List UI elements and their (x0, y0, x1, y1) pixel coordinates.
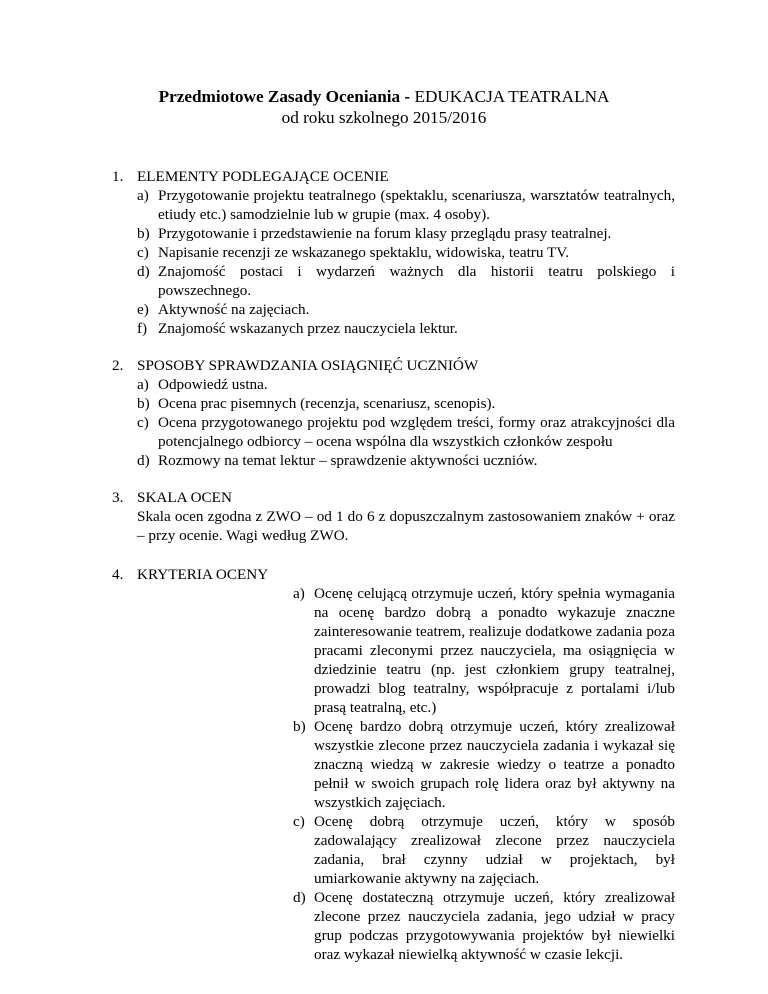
item-list (112, 584, 675, 964)
item-label: e) (137, 301, 149, 318)
page-subtitle: od roku szkolnego 2015/2016 (281, 108, 487, 127)
item-label: f) (137, 320, 148, 337)
item-text: Znajomość wskazanych przez nauczyciela lektur. (158, 320, 458, 337)
item-text: Odpowiedź ustna. (158, 376, 268, 393)
list-item (112, 300, 675, 319)
list-item (112, 319, 675, 338)
list-item (112, 888, 675, 964)
section-assessment-methods (112, 356, 675, 470)
item-label: a) (293, 585, 305, 602)
section-number: 3. (112, 489, 124, 506)
item-list (112, 375, 675, 470)
item-label: a) (137, 376, 149, 393)
item-label: a) (137, 187, 149, 204)
item-label: b) (137, 225, 150, 242)
item-text: Aktywność na zajęciach. (158, 301, 310, 318)
section-paragraph: Skala ocen zgodna z ZWO – od 1 do 6 z dopuszczalnym zastosowaniem znaków + oraz – przy ocenie. Wagi według ZWO. (137, 508, 675, 544)
item-label: b) (137, 395, 150, 412)
item-label: c) (137, 414, 149, 431)
item-label: b) (293, 718, 306, 735)
title-rest: EDUKACJA TEATRALNA (410, 87, 610, 106)
list-item (112, 717, 675, 812)
item-text: Ocena przygotowanego projektu pod względem treści, formy oraz atrakcyjności dla potencjalnego odbiorcy – ocena wspólna dla wszystkich członków zespołu (158, 414, 675, 450)
list-item (112, 413, 675, 451)
item-label: c) (137, 244, 149, 261)
item-text: Znajomość postaci i wydarzeń ważnych dla historii teatru polskiego i powszechnego. (158, 263, 675, 299)
item-text: Przygotowanie projektu teatralnego (spektaklu, scenariusza, warsztatów teatralnych, etiudy etc.) samodzielnie lub w grupie (max. 4 osoby). (158, 187, 675, 223)
item-text: Ocenę bardzo dobrą otrzymuje uczeń, który zrealizował wszystkie zlecone przez nauczyciela zadania i wykazał się znaczną wiedzą w zakresie wiedzy o teatrze a ponadto pełnił w swoich grupach rolę lidera oraz był aktywny na wszystkich zajęciach. (314, 718, 675, 811)
section-heading (112, 356, 675, 375)
item-label: d) (293, 889, 306, 906)
section-heading (112, 565, 675, 584)
section-heading-text: SPOSOBY SPRAWDZANIA OSIĄGNIĘĆ UCZNIÓW (137, 357, 479, 374)
section-heading (112, 488, 675, 507)
list-item (112, 262, 675, 300)
list-item (112, 375, 675, 394)
item-text: Ocenę celującą otrzymuje uczeń, który spełnia wymagania na ocenę bardzo dobrą a ponadto wykazuje znaczne zainteresowanie teatrem, realizuje dodatkowe zadania poza pracami zleconymi przez nauczyciela, ma osiągnięcia w dziedzinie teatru (np. jest członkiem grupy teatralnej, prowadzi blog teatralny, współpracuje z portalami i/lub prasą teatralną, etc.) (314, 585, 675, 716)
section-heading-text: ELEMENTY PODLEGAJĄCE OCENIE (137, 168, 389, 185)
item-label: d) (137, 452, 150, 469)
item-label: d) (137, 263, 150, 280)
list-item (112, 186, 675, 224)
list-item (112, 451, 675, 470)
item-label: c) (293, 813, 305, 830)
section-number: 1. (112, 168, 124, 185)
section-grading-criteria (112, 565, 675, 964)
item-list (112, 186, 675, 338)
item-text: Napisanie recenzji ze wskazanego spektaklu, widowiska, teatru TV. (158, 244, 570, 261)
item-text: Rozmowy na temat lektur – sprawdzenie aktywności uczniów. (158, 452, 538, 469)
list-item (112, 243, 675, 262)
item-text: Przygotowanie i przedstawienie na forum klasy przeglądu prasy teatralnej. (158, 225, 612, 242)
page-title (0, 86, 768, 107)
list-item (112, 224, 675, 243)
section-grade-scale (112, 488, 675, 545)
section-heading-text: SKALA OCEN (137, 489, 232, 506)
item-text: Ocenę dobrą otrzymuje uczeń, który w sposób zadowalający zrealizował zlecone przez nauczyciela zadania, brał czynny udział w projektach, był umiarkowanie aktywny na zajęciach. (314, 813, 675, 887)
section-elements (112, 167, 675, 338)
list-item (112, 812, 675, 888)
list-item (112, 394, 675, 413)
section-number: 4. (112, 566, 124, 583)
list-item (112, 584, 675, 717)
section-heading-text: KRYTERIA OCENY (137, 566, 269, 583)
section-number: 2. (112, 357, 124, 374)
title-bold: Przedmiotowe Zasady Oceniania - (158, 87, 411, 106)
item-text: Ocena prac pisemnych (recenzja, scenariusz, scenopis). (158, 395, 496, 412)
section-heading (112, 167, 675, 186)
item-text: Ocenę dostateczną otrzymuje uczeń, który zrealizował zlecone przez nauczyciela zadania, jego udział w pracy grup podczas przygotowywania projektów był niewielki oraz wykazał niewielką aktywność w czasie lekcji. (314, 889, 675, 963)
